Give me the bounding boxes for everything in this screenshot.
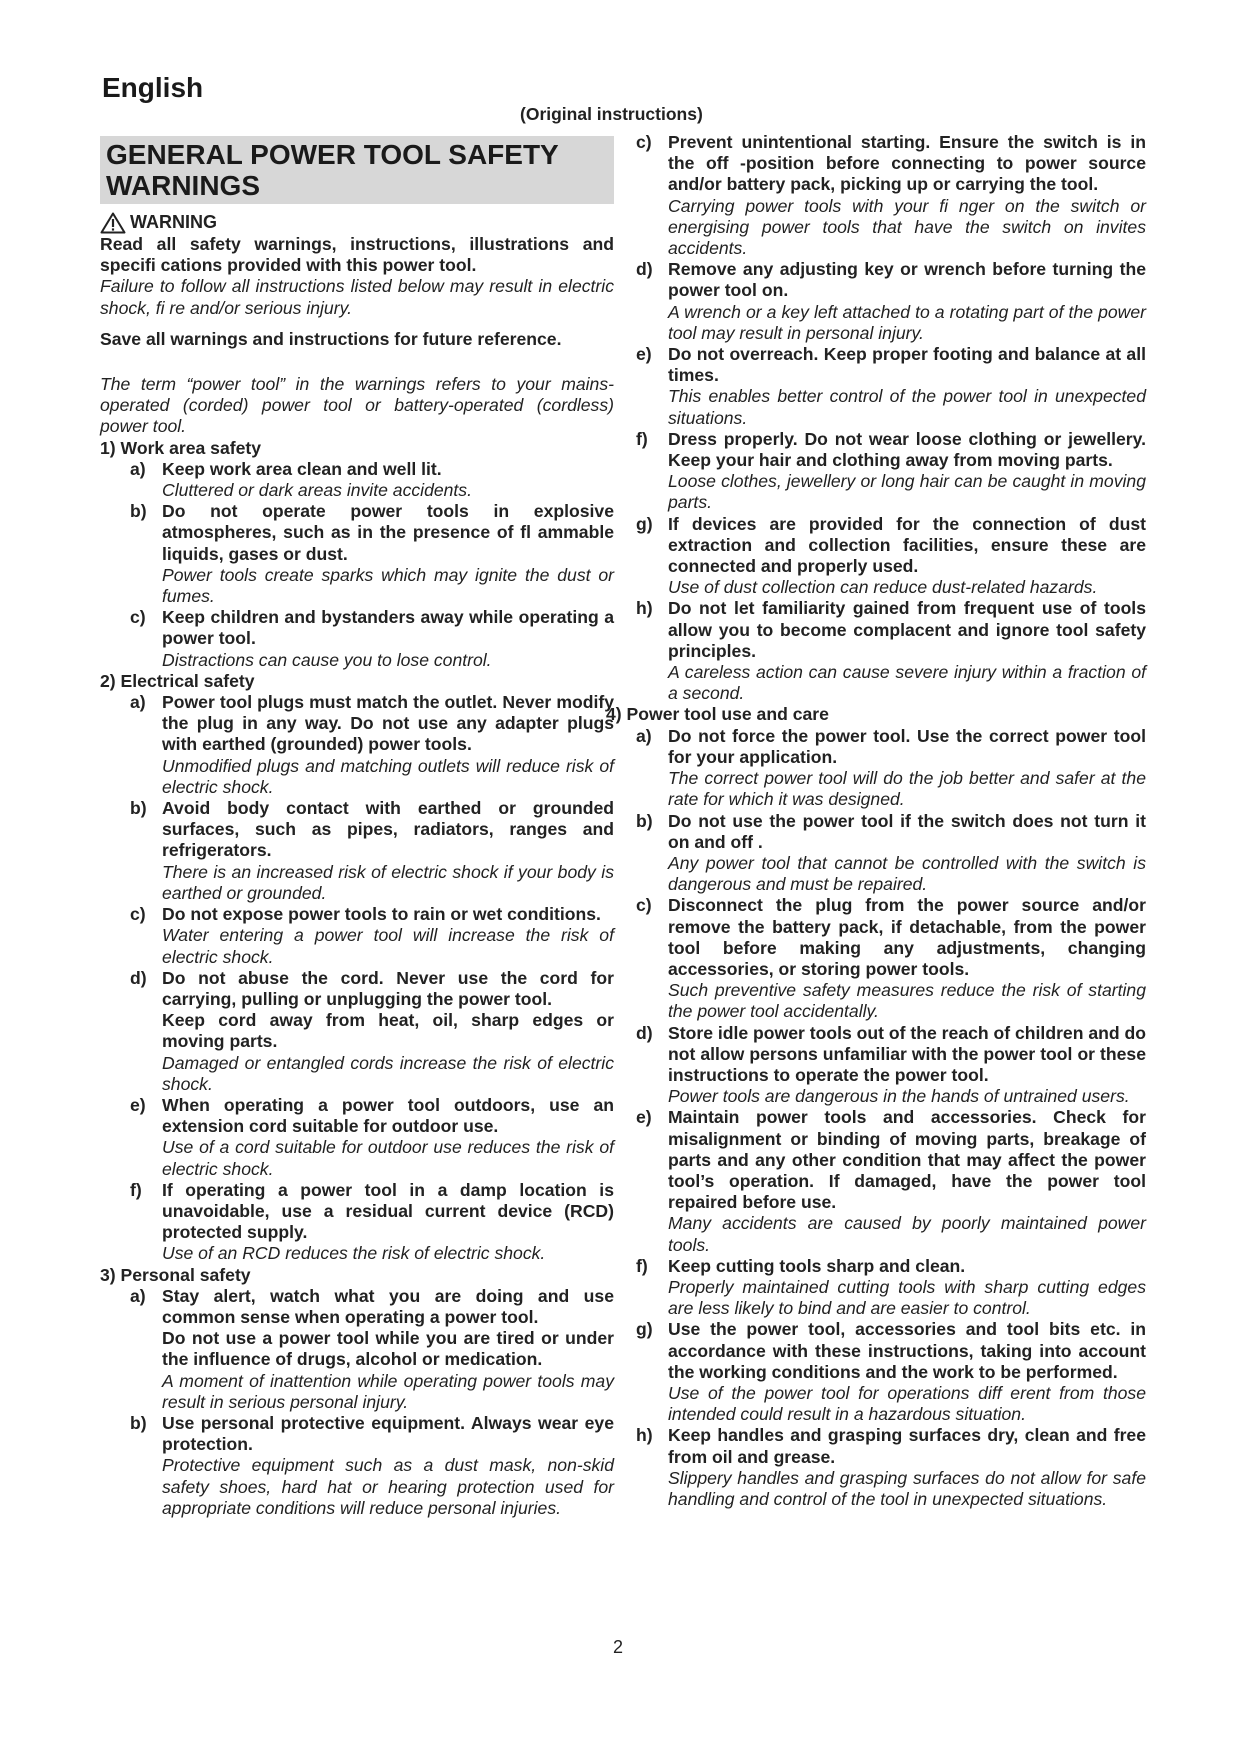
item-label: f) [636,1255,648,1276]
item-label: c) [636,895,652,916]
item-instruction: Keep children and bystanders away while operating a power tool. [162,607,614,649]
item-instruction: Keep cutting tools sharp and clean. [668,1255,966,1276]
item-label: e) [636,1107,652,1128]
electrical-items [100,692,614,1264]
list-item [130,1180,614,1265]
safety-title-line2: WARNINGS [106,170,260,201]
item-note: Loose clothes, jewellery or long hair can be caught in moving parts. [668,471,1146,513]
item-instruction: Do not let familiarity gained from frequent use of tools allow you to become complacent and ignore tool safety principles. [668,598,1146,661]
list-item [130,607,614,671]
item-instruction: Do not overreach. Keep proper footing and balance at all times. [668,344,1146,386]
item-instruction: When operating a power tool outdoors, use an extension cord suitable for outdoor use. [162,1094,614,1137]
item-instruction: Use personal protective equipment. Always wear eye protection. [162,1412,614,1455]
item-instruction: Do not force the power tool. Use the correct power tool for your application. [668,725,1146,767]
item-label: d) [636,259,653,280]
item-note: Power tools are dangerous in the hands of untrained users. [668,1086,1130,1107]
list-item [130,1095,614,1180]
item-instruction: Do not expose power tools to rain or wet conditions. [162,904,601,925]
section-electrical-safety: 2) Electrical safety [100,670,255,691]
item-label: g) [636,1319,653,1340]
item-instruction-cont: Do not use a power tool while you are tired or under the influence of drugs, alcohol or medication. [162,1328,614,1370]
list-item [130,904,614,968]
item-label: a) [130,692,146,713]
item-label: b) [130,1412,147,1433]
language-heading: English [102,72,204,103]
item-note: This enables better control of the power tool in unexpected situations. [668,386,1146,428]
safety-title-banner [100,136,614,204]
list-item [636,1023,1146,1108]
item-instruction: If operating a power tool in a damp location is unavoidable, use a residual current device (RCD) protected supply. [162,1179,614,1243]
item-note: Cluttered or dark areas invite accidents. [162,480,472,501]
item-note: Many accidents are caused by poorly maintained power tools. [668,1213,1146,1255]
read-all-text: Read all safety warnings, instructions, illustrations and specifi cations provided with this power tool. [100,234,614,276]
item-instruction: Prevent unintentional starting. Ensure the switch is in the off -position before connecting to power source and/or battery pack, picking up or carrying the tool. [668,132,1146,195]
warning-label: WARNING [130,212,217,233]
list-item [636,344,1146,429]
item-note: Distractions can cause you to lose control. [162,649,492,670]
item-label: e) [130,1094,146,1115]
list-item [130,692,614,798]
item-label: f) [130,1179,142,1200]
list-item [636,1425,1146,1510]
list-item [636,726,1146,811]
item-label: b) [636,810,653,831]
item-instruction: Dress properly. Do not wear loose clothing or jewellery. Keep your hair and clothing away from moving parts. [668,428,1146,471]
item-instruction: Do not use the power tool if the switch does not turn it on and off . [668,810,1146,852]
personal-items [100,1286,614,1519]
list-item [636,429,1146,514]
item-label: b) [130,798,147,819]
item-note: Such preventive safety measures reduce the risk of starting the power tool accidentally. [668,980,1146,1022]
work-area-items [100,459,614,671]
list-item [130,968,614,1095]
save-text: Save all warnings and instructions for future reference. [100,328,562,349]
left-column [100,136,614,1519]
item-label: b) [130,501,147,522]
item-label: a) [130,1285,146,1306]
item-note: A wrench or a key left attached to a rotating part of the power tool may result in personal injury. [668,301,1146,343]
item-note: Slippery handles and grasping surfaces do not allow for safe handling and control of the tool in unexpected situations. [668,1467,1146,1509]
item-label: c) [636,132,652,152]
original-instructions-label: (Original instructions) [520,104,703,124]
item-note: Use of an RCD reduces the risk of electric shock. [162,1243,546,1264]
list-item [130,1286,614,1413]
list-item [636,1256,1146,1320]
item-note: A careless action can cause severe injury within a fraction of a second. [668,662,1146,704]
item-instruction: Maintain power tools and accessories. Check for misalignment or binding of moving parts, breakage of parts and any other condition that may affect the power tool’s operation. If damaged, have the power tool repaired before use. [668,1107,1146,1213]
item-note: Power tools create sparks which may ignite the dust or fumes. [162,564,614,607]
list-item [636,895,1146,1022]
item-label: h) [636,598,653,619]
item-label: e) [636,344,652,365]
item-note: Any power tool that cannot be controlled with the switch is dangerous and must be repaired. [668,852,1146,895]
term-text: The term “power tool” in the warnings refers to your mains-operated (corded) power tool or battery-operated (cordless) power tool. [100,374,614,437]
item-note: Protective equipment such as a dust mask, non-skid safety shoes, hard hat or hearing protection used for appropriate conditions will reduce personal injuries. [162,1455,614,1518]
item-note: Damaged or entangled cords increase the risk of electric shock. [162,1052,614,1094]
item-instruction: Keep work area clean and well lit. [162,458,442,479]
item-instruction: Do not abuse the cord. Never use the cord for carrying, pulling or unplugging the power tool. [162,967,614,1009]
item-label: f) [636,428,648,449]
list-item [636,598,1146,704]
item-instruction: Power tool plugs must match the outlet. Never modify the plug in any way. Do not use any adapter plugs with earthed (grounded) power tools. [162,692,614,755]
section-power-tool-use: 4) Power tool use and care [606,704,829,725]
item-label: a) [636,725,652,746]
section-work-area-safety: 1) Work area safety [100,437,262,458]
warning-heading [100,212,614,234]
list-item [636,1319,1146,1425]
item-label: d) [636,1022,653,1043]
list-item [636,132,1146,259]
list-item [130,459,614,501]
list-item [636,811,1146,896]
list-item [130,501,614,607]
item-instruction: Keep handles and grasping surfaces dry, clean and free from oil and grease. [668,1425,1146,1467]
item-instruction: Store idle power tools out of the reach of children and do not allow persons unfamiliar with the power tool or these instructions to operate the power tool. [668,1022,1146,1085]
item-note: Properly maintained cutting tools with sharp cutting edges are less likely to bind and are easier to control. [668,1276,1146,1319]
item-label: h) [636,1425,653,1446]
item-note: There is an increased risk of electric shock if your body is earthed or grounded. [162,861,614,903]
safety-title-line1: GENERAL POWER TOOL SAFETY [106,139,559,170]
item-label: g) [636,513,653,534]
item-note: Use of a cord suitable for outdoor use reduces the risk of electric shock. [162,1137,614,1179]
warning-triangle-icon [100,212,126,234]
item-instruction: If devices are provided for the connection of dust extraction and collection facilities, ensure these are connected and properly used. [668,513,1146,577]
failure-text: Failure to follow all instructions listed below may result in electric shock, fi re and/or serious injury. [100,276,614,318]
item-label: a) [130,458,146,479]
item-note: The correct power tool will do the job better and safer at the rate for which it was designed. [668,768,1146,810]
right-column [606,132,1146,1510]
section-personal-safety: 3) Personal safety [100,1264,251,1285]
item-label: c) [130,904,146,925]
item-instruction-cont: Keep cord away from heat, oil, sharp edges or moving parts. [162,1010,614,1052]
list-item [636,1107,1146,1255]
item-note: Use of dust collection can reduce dust-related hazards. [668,577,1098,598]
item-note: Use of the power tool for operations diff erent from those intended could result in a hazardous situation. [668,1382,1146,1425]
item-instruction: Disconnect the plug from the power source and/or remove the battery pack, if detachable, from the power tool before making any adjustments, changing accessories, or storing power tools. [668,895,1146,979]
item-instruction: Stay alert, watch what you are doing and use common sense when operating a power tool. [162,1285,614,1327]
list-item [636,514,1146,599]
page-number: 2 [613,1637,624,1657]
list-item [130,798,614,904]
item-instruction: Remove any adjusting key or wrench before turning the power tool on. [668,259,1146,301]
item-note: Water entering a power tool will increase the risk of electric shock. [162,925,614,967]
item-label: c) [130,607,146,628]
item-label: d) [130,967,147,988]
item-note: Carrying power tools with your fi nger on the switch or energising power tools that have the switch on invites accidents. [668,195,1146,259]
item-instruction: Do not operate power tools in explosive atmospheres, such as in the presence of fl ammable liquids, gases or dust. [162,501,614,564]
item-instruction: Avoid body contact with earthed or grounded surfaces, such as pipes, radiators, ranges and refrigerators. [162,798,614,861]
item-note: A moment of inattention while operating power tools may result in serious personal injury. [162,1370,614,1412]
list-item [636,259,1146,344]
item-note: Unmodified plugs and matching outlets will reduce risk of electric shock. [162,755,614,797]
list-item [130,1413,614,1519]
item-instruction: Use the power tool, accessories and tool bits etc. in accordance with these instructions, taking into account the working conditions and the work to be performed. [668,1319,1146,1382]
